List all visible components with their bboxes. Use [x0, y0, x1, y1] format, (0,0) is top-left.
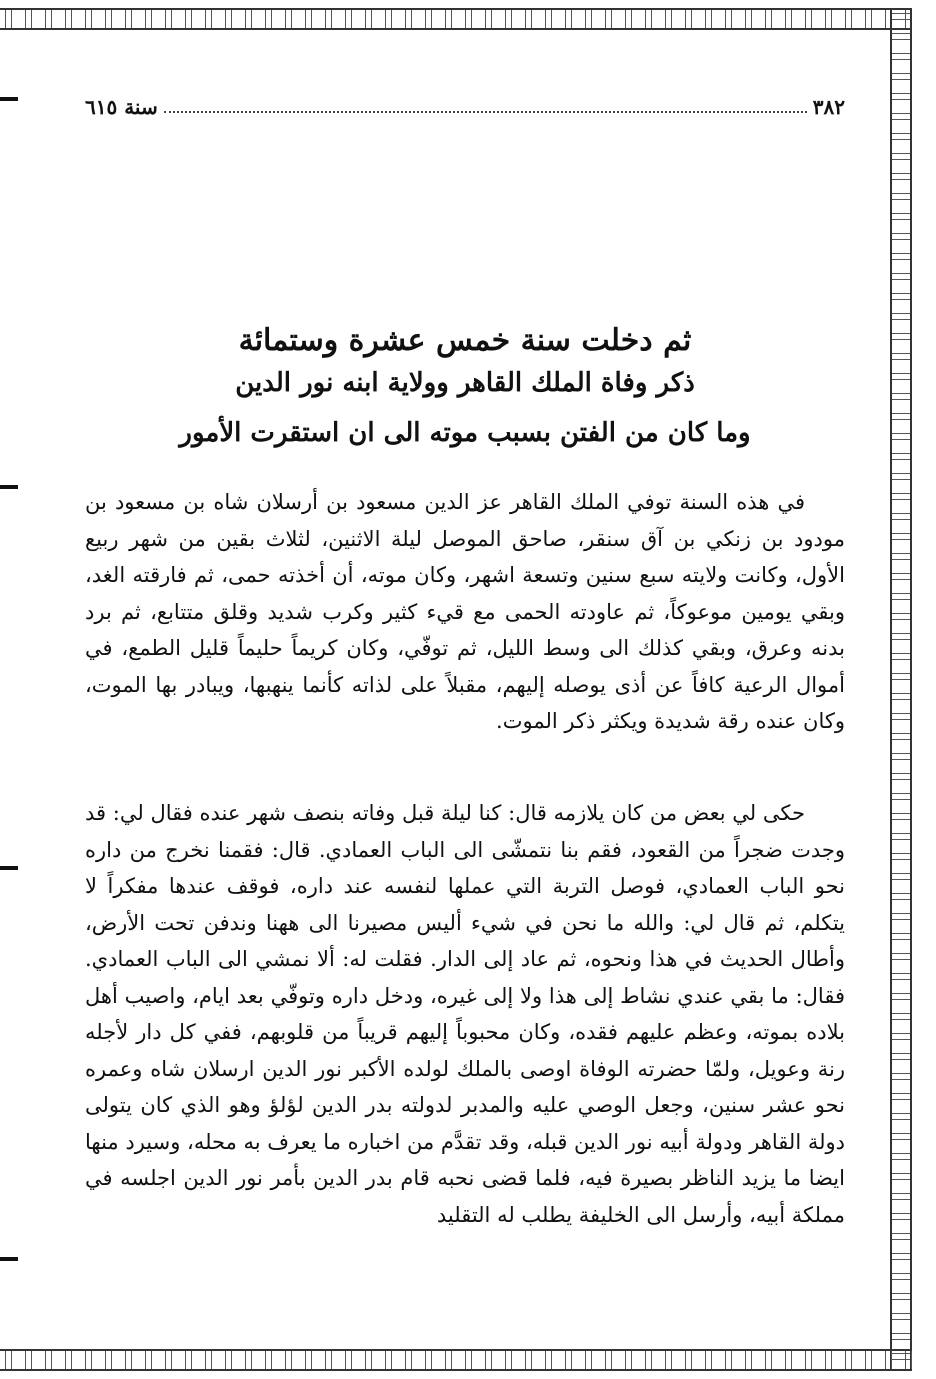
decorative-border-right	[890, 8, 912, 1371]
section-title: ذكر وفاة الملك القاهر وولاية ابنه نور الدين	[235, 368, 695, 398]
binding-mark	[0, 1257, 18, 1261]
decorative-border-bottom	[0, 1349, 912, 1371]
chapter-title: ثم دخلت سنة خمس عشرة وستمائة	[238, 323, 692, 358]
body-paragraph: في هذه السنة توفي الملك القاهر عز الدين مسعود بن أرسلان شاه بن مسعود بن مودود بن زنكي بن آق سنقر، صاحق الموصل ليلة الاثنين، لثلاث بقين من شهر ربيع الأول، وكانت ولايته سبع سنين وتسعة اشهر، وكان موته، أن أخذته حمى، ثم فارقته الغد، وبقي يومين موعوكاً، ثم عاودته الحمى مع قيء كثير وكرب شديد وقلق متتابع، ثم برد بدنه وعرق، وبقي كذلك الى وسط الليل، ثم توفّي، وكان كريماً حليماً قليل الطمع، في أموال الرعية كافاً عن أذى يوصله إليهم، مقبلاً على لذاته كأنما ينهبها، ويبادر بها الموت، وكان عنده رقة شديدة ويكثر ذكر الموت.	[85, 490, 845, 733]
decorative-border-top	[0, 8, 912, 30]
binding-mark	[0, 97, 18, 101]
dotted-leader	[164, 101, 807, 113]
binding-mark	[0, 485, 18, 489]
chapter-titles	[85, 320, 845, 456]
year-label: سنة ٦١٥	[85, 95, 158, 119]
binding-mark	[0, 866, 18, 870]
section-subtitle: وما كان من الفتن بسبب موته الى ان استقرت الأمور	[179, 418, 751, 448]
page-number: ٣٨٢	[812, 95, 845, 119]
body-paragraph: حكى لي بعض من كان يلازمه قال: كنا ليلة قبل وفاته بنصف شهر عنده فقال لي: قد وجدت ضجراً من القعود، فقم بنا نتمشّى الى الباب العمادي. قال: فقمنا نخرج من داره نحو الباب العمادي، فوصل التربة التي عملها لنفسه عند داره، فوقف عندها مفكراً لا يتكلم، ثم قال لي: والله ما نحن في شيء أليس مصيرنا الى ههنا وندفن تحت الأرض، وأطال الحديث في هذا ونحوه، ثم عاد إلى الدار. فقلت له: ألا نمشي الى الباب العمادي. فقال: ما بقي عندي نشاط إلى هذا ولا إلى غيره، ودخل داره وتوفّي بعد ايام، واصيب أهل بلاده بموته، وعظم عليهم فقده، وكان محبوباً إليهم قريباً من قلوبهم، ففي كل دار لأجله رنة وعويل، ولمّا حضرته الوفاة اوصى بالملك لولده الأكبر نور الدين ارسلان شاه وعمره نحو عشر سنين، وجعل الوصي عليه والمدبر لدولته بدر الدين لؤلؤ وهو الذي كان يتولى دولة القاهر ودولة أبيه نور الدين قبله، وقد تقدَّم من اخباره ما يعرف به محله، وسيرد منها ايضا ما يزيد الناظر بصيرة فيه، فلما قضى نحبه قام بدر الدين بأمر نور الدين اجلسه في مملكة أبيه، وأرسل الى الخليفة يطلب له التقليد	[85, 801, 845, 1227]
running-header	[85, 92, 845, 122]
